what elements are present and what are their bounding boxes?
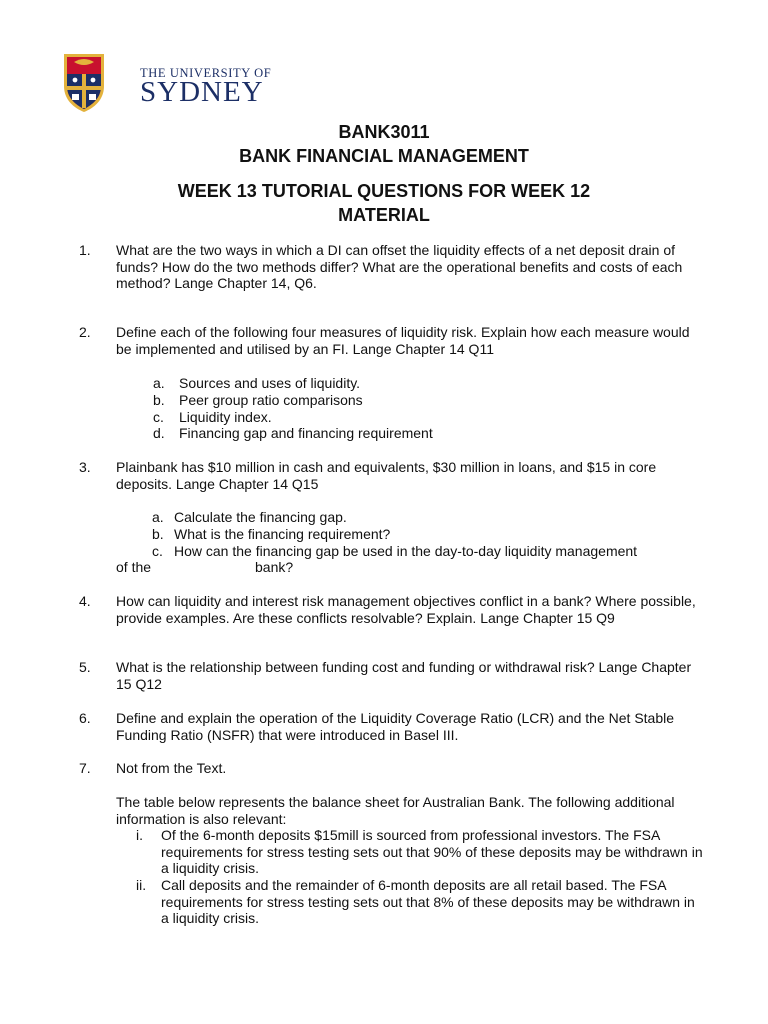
question-4: [79, 593, 699, 626]
question-text: Not from the Text.: [116, 760, 227, 776]
logo-line-2: SYDNEY: [140, 76, 264, 108]
question-text: Define each of the following four measures of liquidity risk. Explain how each measure would be implemented and utilised by an FI. Lange Chapter 14 Q11: [116, 324, 690, 357]
list-item: ii. Call deposits and the remainder of 6-month deposits are all retail based. The FSA requirements for stress testing sets out that 8% of these deposits may be withdrawn in a liquidity crisis.: [136, 877, 695, 927]
logo-line-1: THE UNIVERSITY OF: [140, 66, 272, 80]
question-text: Plainbank has $10 million in cash and equivalents, $30 million in loans, and $15 in core deposits. Lange Chapter 14 Q15: [116, 459, 657, 492]
question-text: How can liquidity and interest risk management objectives conflict in a bank? Where possible, provide examples. Are these conflicts resolvable? Explain. Lange Chapter 15 Q9: [116, 593, 696, 626]
university-logo: [62, 52, 282, 116]
page-title-line-2: MATERIAL: [338, 205, 430, 225]
list-item: b. What is the financing requirement?: [152, 526, 391, 542]
question-text: What is the relationship between funding cost and funding or withdrawal risk? Lange Chapter 15 Q12: [116, 659, 692, 692]
list-item: a. Calculate the financing gap.: [152, 509, 347, 525]
list-item: c. How can the financing gap be used in the day-to-day liquidity management: [152, 543, 638, 559]
list-item-continuation: of the: [116, 559, 152, 575]
question-text: What are the two ways in which a DI can offset the liquidity effects of a net deposit drain of funds? How do the two methods differ? What are the operational benefits and costs of each method? Lange Chapter 14, Q6.: [116, 242, 683, 292]
question-number: 7.: [79, 760, 91, 776]
list-item: b. Peer group ratio comparisons: [153, 392, 363, 408]
list-item: c. Liquidity index.: [153, 409, 272, 425]
question-number: 3.: [79, 459, 91, 475]
question-number: 6.: [79, 710, 91, 726]
list-item: i. Of the 6-month deposits $15mill is sourced from professional investors. The FSA requirements for stress testing sets out that 90% of these deposits may be withdrawn in a liquidity crisis.: [136, 827, 703, 877]
question-number: 2.: [79, 324, 91, 340]
question-6: [79, 710, 699, 743]
course-name: BANK FINANCIAL MANAGEMENT: [239, 146, 529, 166]
question-number: 1.: [79, 242, 91, 258]
question-3: [79, 459, 699, 492]
list-item: d. Financing gap and financing requirement: [153, 425, 433, 441]
question-7: [79, 760, 699, 777]
question-7-intro: The table below represents the balance sheet for Australian Bank. The following additional information is also relevant:: [116, 794, 675, 827]
university-crest-icon: [62, 52, 106, 114]
list-item: a. Sources and uses of liquidity.: [153, 375, 361, 391]
question-number: 4.: [79, 593, 91, 609]
page-title-line-1: WEEK 13 TUTORIAL QUESTIONS FOR WEEK 12: [177, 181, 591, 201]
question-number: 5.: [79, 659, 91, 675]
question-text: Define and explain the operation of the Liquidity Coverage Ratio (LCR) and the Net Stable Funding Ratio (NSFR) that were introduced in Basel III.: [116, 710, 675, 743]
list-item-continuation: bank?: [255, 559, 294, 575]
course-code: BANK3011: [338, 122, 430, 142]
question-1: [79, 242, 699, 292]
question-2: [79, 324, 699, 357]
question-5: [79, 659, 699, 692]
